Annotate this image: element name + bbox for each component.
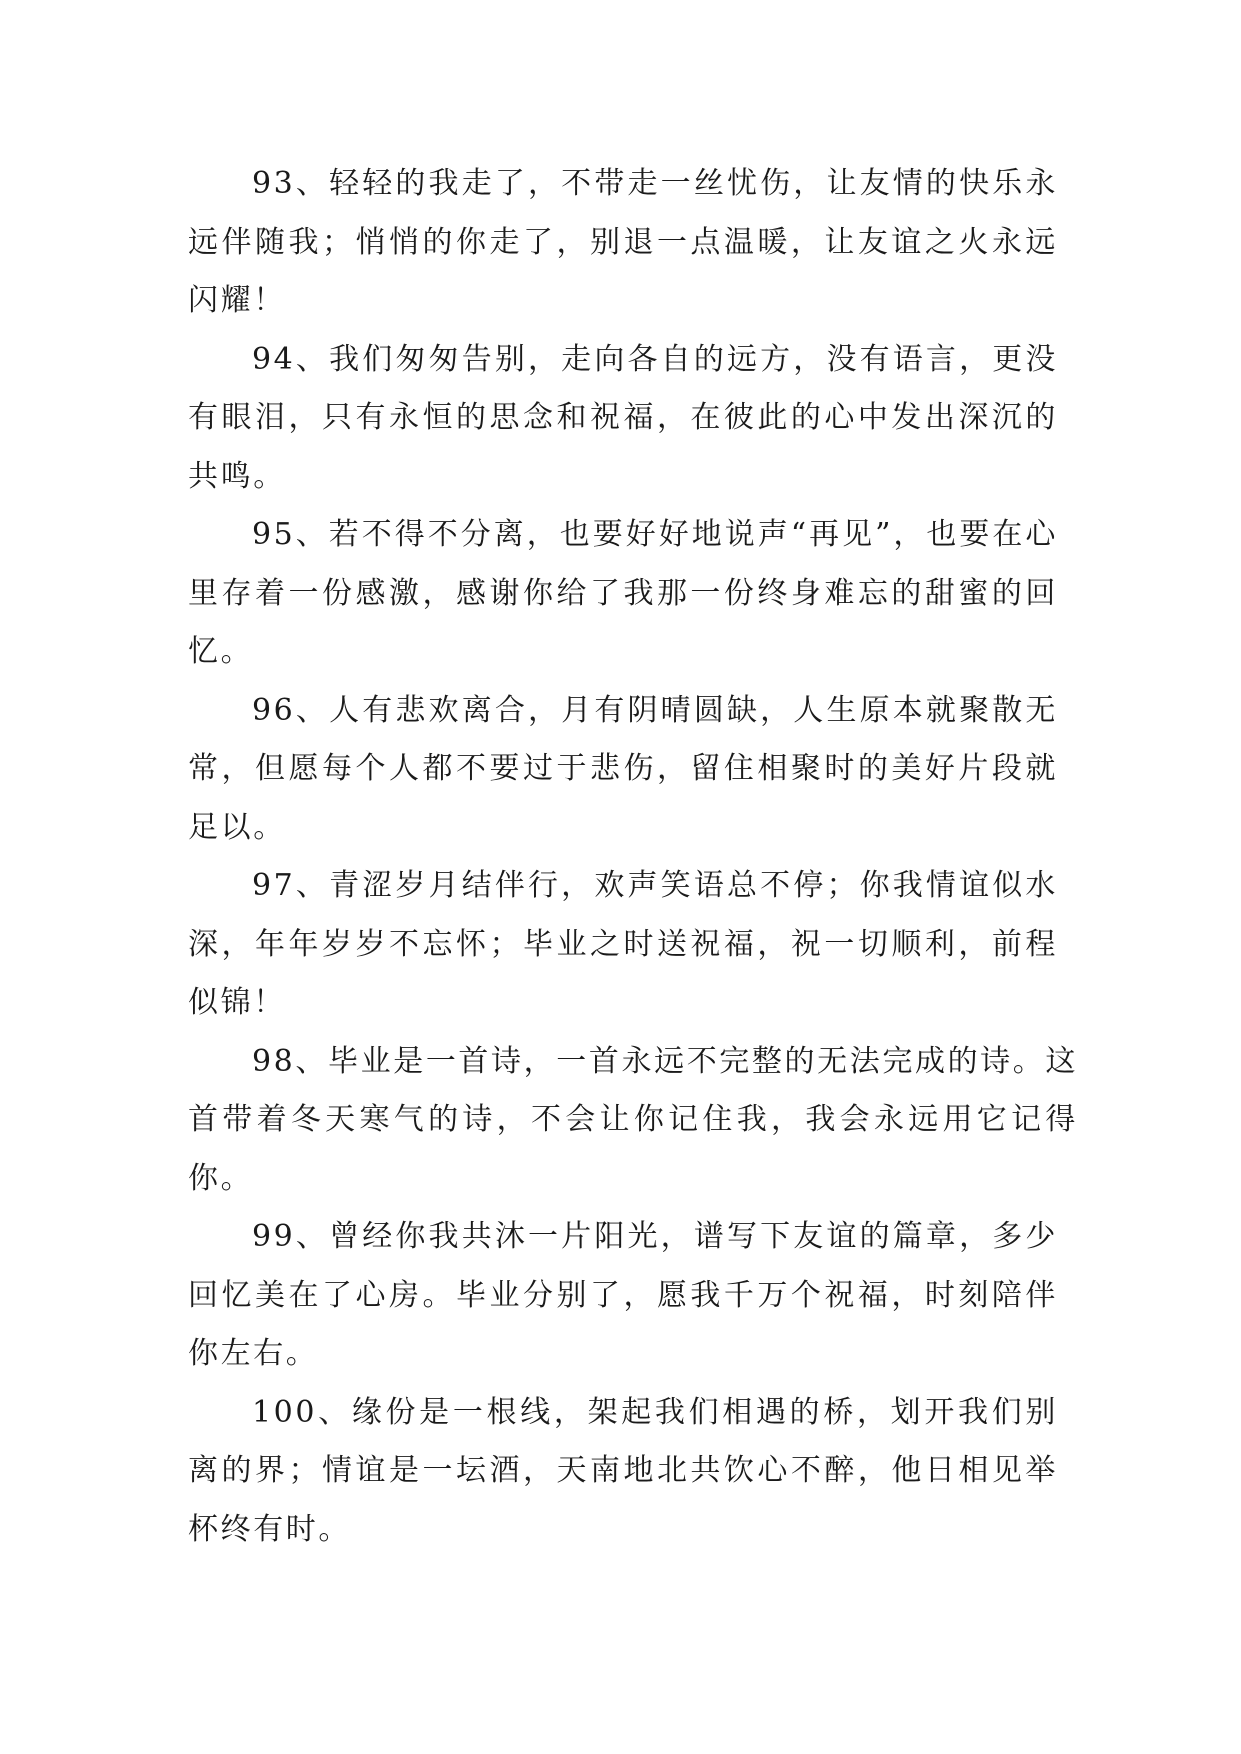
paragraph-96: 96、人有悲欢离合，月有阴晴圆缺，人生原本就聚散无常，但愿每个人都不要过于悲伤，留住相聚时的美好片段就足以。: [188, 692, 1058, 845]
paragraph-95: 95、若不得不分离，也要好好地说声“再见”，也要在心里存着一份感激，感谢你给了我那一份终身难忘的甜蜜的回忆。: [188, 517, 1058, 669]
paragraph-100: 100、缘份是一根线，架起我们相遇的桥，划开我们别离的界；情谊是一坛酒，天南地北共饮心不醉，他日相见举杯终有时。: [188, 1394, 1058, 1547]
paragraph-97: 97、青涩岁月结伴行，欢声笑语总不停；你我情谊似水深，年年岁岁不忘怀；毕业之时送祝福，祝一切顺利，前程似锦！: [188, 868, 1058, 1020]
document-body: [188, 155, 1078, 1559]
paragraph-98: 98、毕业是一首诗，一首永远不完整的无法完成的诗。这首带着冬天寒气的诗，不会让你记住我，我会永远用它记得你。: [188, 1043, 1078, 1196]
paragraph-99: 99、曾经你我共沐一片阳光，谱写下友谊的篇章，多少回忆美在了心房。毕业分别了，愿我千万个祝福，时刻陪伴你左右。: [188, 1219, 1058, 1371]
paragraph-94: 94、我们匆匆告别，走向各自的远方，没有语言，更没有眼泪，只有永恒的思念和祝福，在彼此的心中发出深沉的共鸣。: [188, 341, 1058, 494]
paragraph-93: 93、轻轻的我走了，不带走一丝忧伤，让友情的快乐永远伴随我；悄悄的你走了，别退一点温暖，让友谊之火永远闪耀！: [188, 166, 1058, 318]
